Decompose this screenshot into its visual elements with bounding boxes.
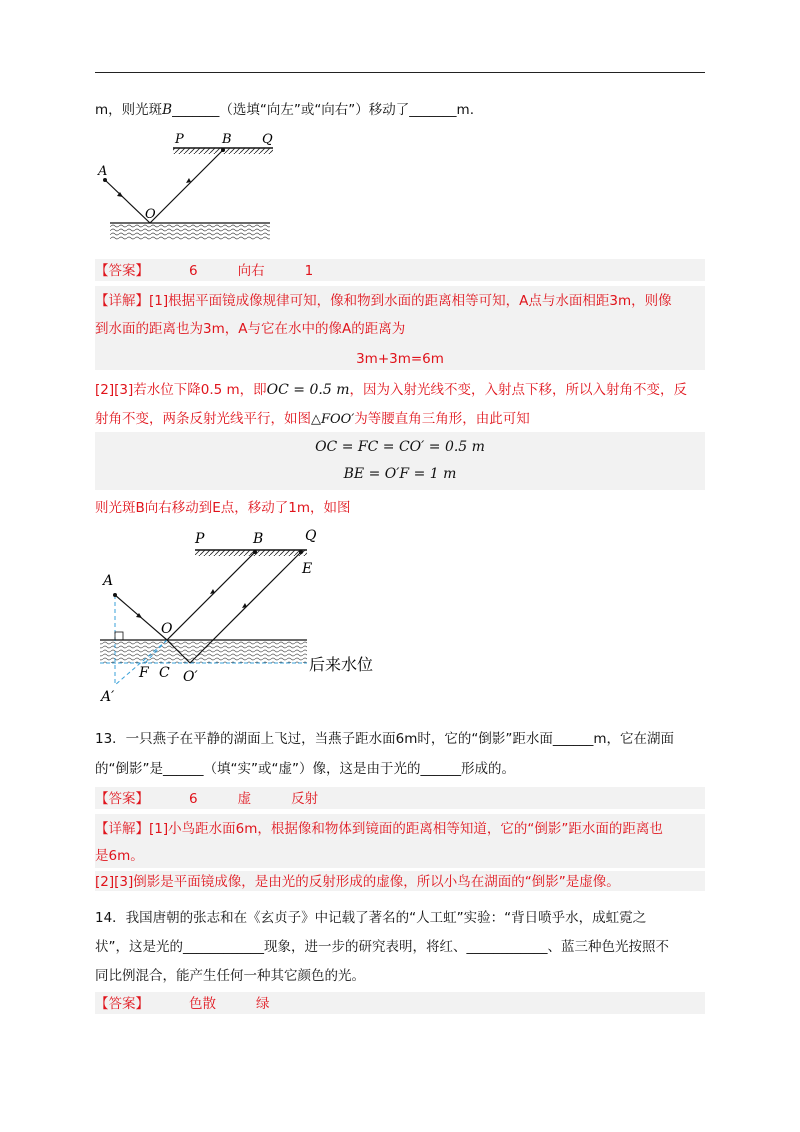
- answer-tag: 【答案】: [95, 996, 149, 1012]
- intro-text-c: _______（选填“向左”或“向右”）移动了_______m.: [172, 102, 474, 118]
- fig1-label-Q: Q: [262, 132, 273, 147]
- intro-text-b: B: [162, 102, 173, 118]
- fig2-label-P: P: [195, 531, 205, 547]
- detail-text: 射角不变，两条反射光线平行，如图: [95, 411, 311, 427]
- question-14-line-1: 14．我国唐朝的张志和在《玄贞子》中记载了著名的“人工虹”实验：“背日喷乎水，成虹霓之: [95, 910, 647, 926]
- answer-value: 6: [189, 791, 198, 807]
- fig1-label-O: O: [145, 207, 156, 222]
- answer-value: 向右: [237, 263, 265, 279]
- answer-value: 绿: [256, 996, 270, 1012]
- fig2-label-O: O: [161, 621, 173, 637]
- detail-text: 为等腰直角三角形，由此可知: [354, 411, 530, 427]
- detail-12-line-4: [95, 381, 687, 399]
- fig2-label-A: A: [103, 573, 114, 589]
- detail-12-line-2: 到水面的距离也为3m，A与它在水中的像A的距离为: [95, 321, 406, 337]
- detail-12-line-1: [95, 292, 672, 310]
- question-12-tail: [95, 101, 474, 119]
- fig2-label-E: E: [302, 561, 313, 577]
- detail-tag: 【详解】: [95, 293, 149, 309]
- detail-13-line-2: 是6m。: [95, 848, 144, 864]
- fig2-label-Q: Q: [305, 528, 317, 544]
- equation-inline: △FOO′: [311, 412, 355, 427]
- detail-text: ，因为入射光线不变，入射点下移，所以入射角不变，反: [349, 382, 687, 398]
- detail-text: [1]小鸟距水面6m，根据像和物体到镜面的距离相等知道，它的“倒影”距水面的距离也: [149, 821, 663, 837]
- fig2-label-A-prime: A′: [101, 689, 115, 705]
- question-13-line-2: 的“倒影”是______（填“实”或“虚”）像，这是由于光的______形成的。: [95, 761, 515, 777]
- fig2-label-B: B: [253, 531, 264, 547]
- answer-value: 色散: [189, 996, 216, 1012]
- header-rule: [95, 72, 705, 73]
- question-14-line-3: 同比例混合，能产生任何一种其它颜色的光。: [95, 968, 365, 984]
- detail-12-line-6: 则光斑B向右移动到E点，移动了1m，如图: [95, 500, 351, 516]
- answer-tag: 【答案】: [95, 263, 149, 279]
- detail-tag: 【详解】: [95, 821, 149, 837]
- question-13-line-1: 13．一只燕子在平静的湖面上飞过，当燕子距水面6m时，它的“倒影”距水面______m，它在湖面: [95, 731, 675, 747]
- detail-text: [1]根据平面镜成像规律可知，像和物到水面的距离相等可知，A点与水面相距3m，则像: [149, 293, 672, 309]
- answer-tag: 【答案】: [95, 791, 149, 807]
- detail-12-line-5: [95, 410, 530, 429]
- detail-text: [2][3]若水位下降0.5 m，即: [95, 382, 267, 398]
- answer-value: 反射: [291, 791, 319, 807]
- equation-2: BE = O′F = 1 m: [343, 466, 457, 482]
- answer-value: 虚: [237, 791, 252, 807]
- answer-12: [95, 262, 313, 280]
- answer-value: 1: [304, 263, 314, 279]
- fig2-label-O-prime: O′: [183, 669, 198, 685]
- fig1-label-A: A: [98, 164, 108, 179]
- fig1-label-P: P: [175, 132, 184, 147]
- answer-value: 6: [189, 263, 198, 279]
- equation-inline: OC = 0.5 m: [266, 382, 350, 398]
- answer-14: [95, 995, 270, 1013]
- answer-13: [95, 790, 318, 808]
- fig1-label-B: B: [222, 132, 232, 147]
- detail-13-line-3: [2][3]倒影是平面镜成像，是由光的反射形成的虚像，所以小鸟在湖面的“倒影”是虚像。: [95, 874, 620, 890]
- question-14-line-2: 状”，这是光的____________现象，进一步的研究表明，将红、____________、蓝三种色光按照不: [95, 939, 669, 955]
- intro-text-a: m，则光斑: [95, 102, 163, 118]
- detail-12-sum: 3m+3m=6m: [356, 351, 444, 367]
- fig2-label-F: F: [139, 665, 149, 681]
- figure-mirror-reflection: [95, 128, 285, 246]
- fig2-label-C: C: [159, 665, 170, 681]
- detail-13-line-1: [95, 820, 663, 838]
- fig2-label-water: 后来水位: [309, 655, 374, 674]
- equation-1: OC = FC = CO′ = 0.5 m: [315, 439, 485, 455]
- figure-water-level-change: [95, 525, 395, 705]
